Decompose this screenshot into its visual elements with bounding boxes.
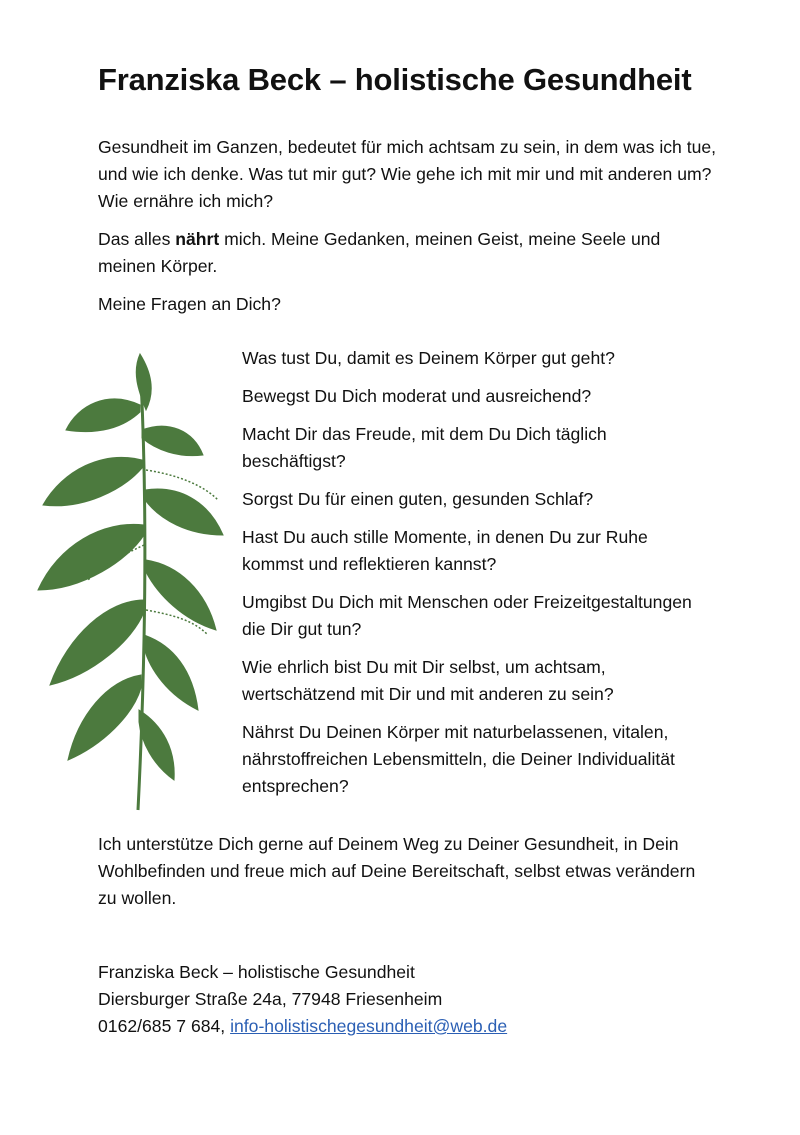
question-item: Macht Dir das Freude, mit dem Du Dich täglich beschäftigst? xyxy=(242,424,607,471)
question-item: Was tust Du, damit es Deinem Körper gut geht? xyxy=(242,348,615,368)
contact-phone: 0162/685 7 684, xyxy=(98,1016,231,1036)
questions-list xyxy=(242,345,712,811)
contact-address: Diersburger Straße 24a, 77948 Friesenheim xyxy=(98,989,443,1009)
intro-paragraph-3: Meine Fragen an Dich? xyxy=(98,294,281,314)
email-link[interactable]: info-holistischegesundheit@web.de xyxy=(230,1016,508,1036)
nettle-plant-illustration xyxy=(28,350,228,815)
outro-section xyxy=(98,831,718,912)
question-item: Umgibst Du Dich mit Menschen oder Freizeitgestaltungen die Dir gut tun? xyxy=(242,592,692,639)
intro-p2-bold: nährt xyxy=(175,229,220,249)
outro-paragraph: Ich unterstütze Dich gerne auf Deinem Weg zu Deiner Gesundheit, in Dein Wohlbefinden und freue mich auf Deine Bereitschaft, selbst etwas verändern zu wollen. xyxy=(98,834,696,908)
question-item: Sorgst Du für einen guten, gesunden Schlaf? xyxy=(242,489,594,509)
question-item: Hast Du auch stille Momente, in denen Du zur Ruhe kommst und reflektieren kannst? xyxy=(242,527,648,574)
page-title: Franziska Beck – holistische Gesundheit xyxy=(98,62,692,97)
question-item: Wie ehrlich bist Du mit Dir selbst, um achtsam, wertschätzend mit Dir und mit anderen zu sein? xyxy=(242,657,614,704)
intro-p2-before: Das alles xyxy=(98,229,176,249)
contact-block xyxy=(98,959,718,1040)
contact-phone-line xyxy=(98,1013,718,1040)
contact-name: Franziska Beck – holistische Gesundheit xyxy=(98,962,415,982)
question-item: Nährst Du Deinen Körper mit naturbelassenen, vitalen, nährstoffreichen Lebensmitteln, die Deiner Individualität entsprechen? xyxy=(242,722,675,796)
intro-p2-after: mich. Meine Gedanken, meinen Geist, meine Seele und meinen Körper. xyxy=(98,229,661,276)
intro-paragraph-1: Gesundheit im Ganzen, bedeutet für mich achtsam zu sein, in dem was ich tue, und wie ich denke. Was tut mir gut? Wie gehe ich mit mir und mit anderen um? Wie ernähre ich mich? xyxy=(98,137,717,211)
intro-paragraph-2 xyxy=(98,226,718,280)
question-item: Bewegst Du Dich moderat und ausreichend? xyxy=(242,386,592,406)
intro-section xyxy=(98,134,718,329)
